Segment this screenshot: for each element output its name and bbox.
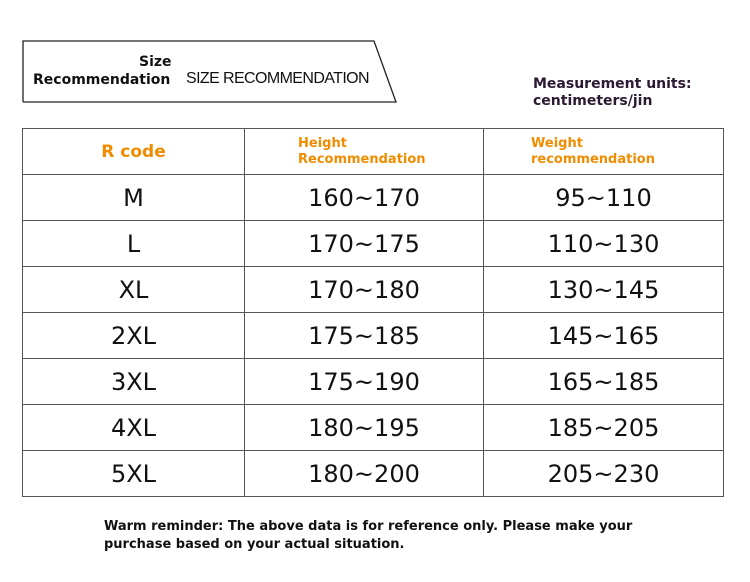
table-row [23,451,724,497]
cell-code: 5XL [23,451,245,497]
header-code: R code [23,129,245,175]
reminder-line1: Warm reminder: The above data is for reference only. Please make your [104,519,633,534]
cell-weight: 205~230 [484,451,724,497]
title-english: SIZE RECOMMENDATION [186,70,369,87]
cell-code: M [23,175,245,221]
table-row [23,313,724,359]
measurement-units [533,76,692,110]
header-height-line2: Recommendation [298,151,426,167]
size-table [22,128,724,497]
table-row [23,267,724,313]
cell-code: 4XL [23,405,245,451]
cell-weight: 110~130 [484,221,724,267]
header-weight-line1: Weight [531,135,583,151]
cell-weight: 185~205 [484,405,724,451]
cell-code: XL [23,267,245,313]
cell-weight: 145~165 [484,313,724,359]
cell-weight: 130~145 [484,267,724,313]
table-row [23,405,724,451]
table-header-row [23,129,724,175]
cell-weight: 165~185 [484,359,724,405]
cell-code: 3XL [23,359,245,405]
cell-height: 160~170 [245,175,484,221]
units-label: Measurement units: [533,76,692,92]
header-weight [484,129,724,175]
header-height [245,129,484,175]
header-weight-line2: recommendation [531,151,655,167]
units-value: centimeters/jin [533,93,653,109]
cell-code: 2XL [23,313,245,359]
reminder-line2: purchase based on your actual situation. [104,537,405,552]
cell-weight: 95~110 [484,175,724,221]
table-row [23,175,724,221]
header-height-line1: Height [298,135,347,151]
cell-height: 180~200 [245,451,484,497]
cell-height: 175~190 [245,359,484,405]
cell-height: 175~185 [245,313,484,359]
cell-height: 170~180 [245,267,484,313]
cell-height: 180~195 [245,405,484,451]
cell-height: 170~175 [245,221,484,267]
warm-reminder [104,518,704,554]
title-line2: Recommendation [33,72,171,88]
table-row [23,221,724,267]
title-line1: Size [139,54,172,70]
cell-code: L [23,221,245,267]
table-row [23,359,724,405]
